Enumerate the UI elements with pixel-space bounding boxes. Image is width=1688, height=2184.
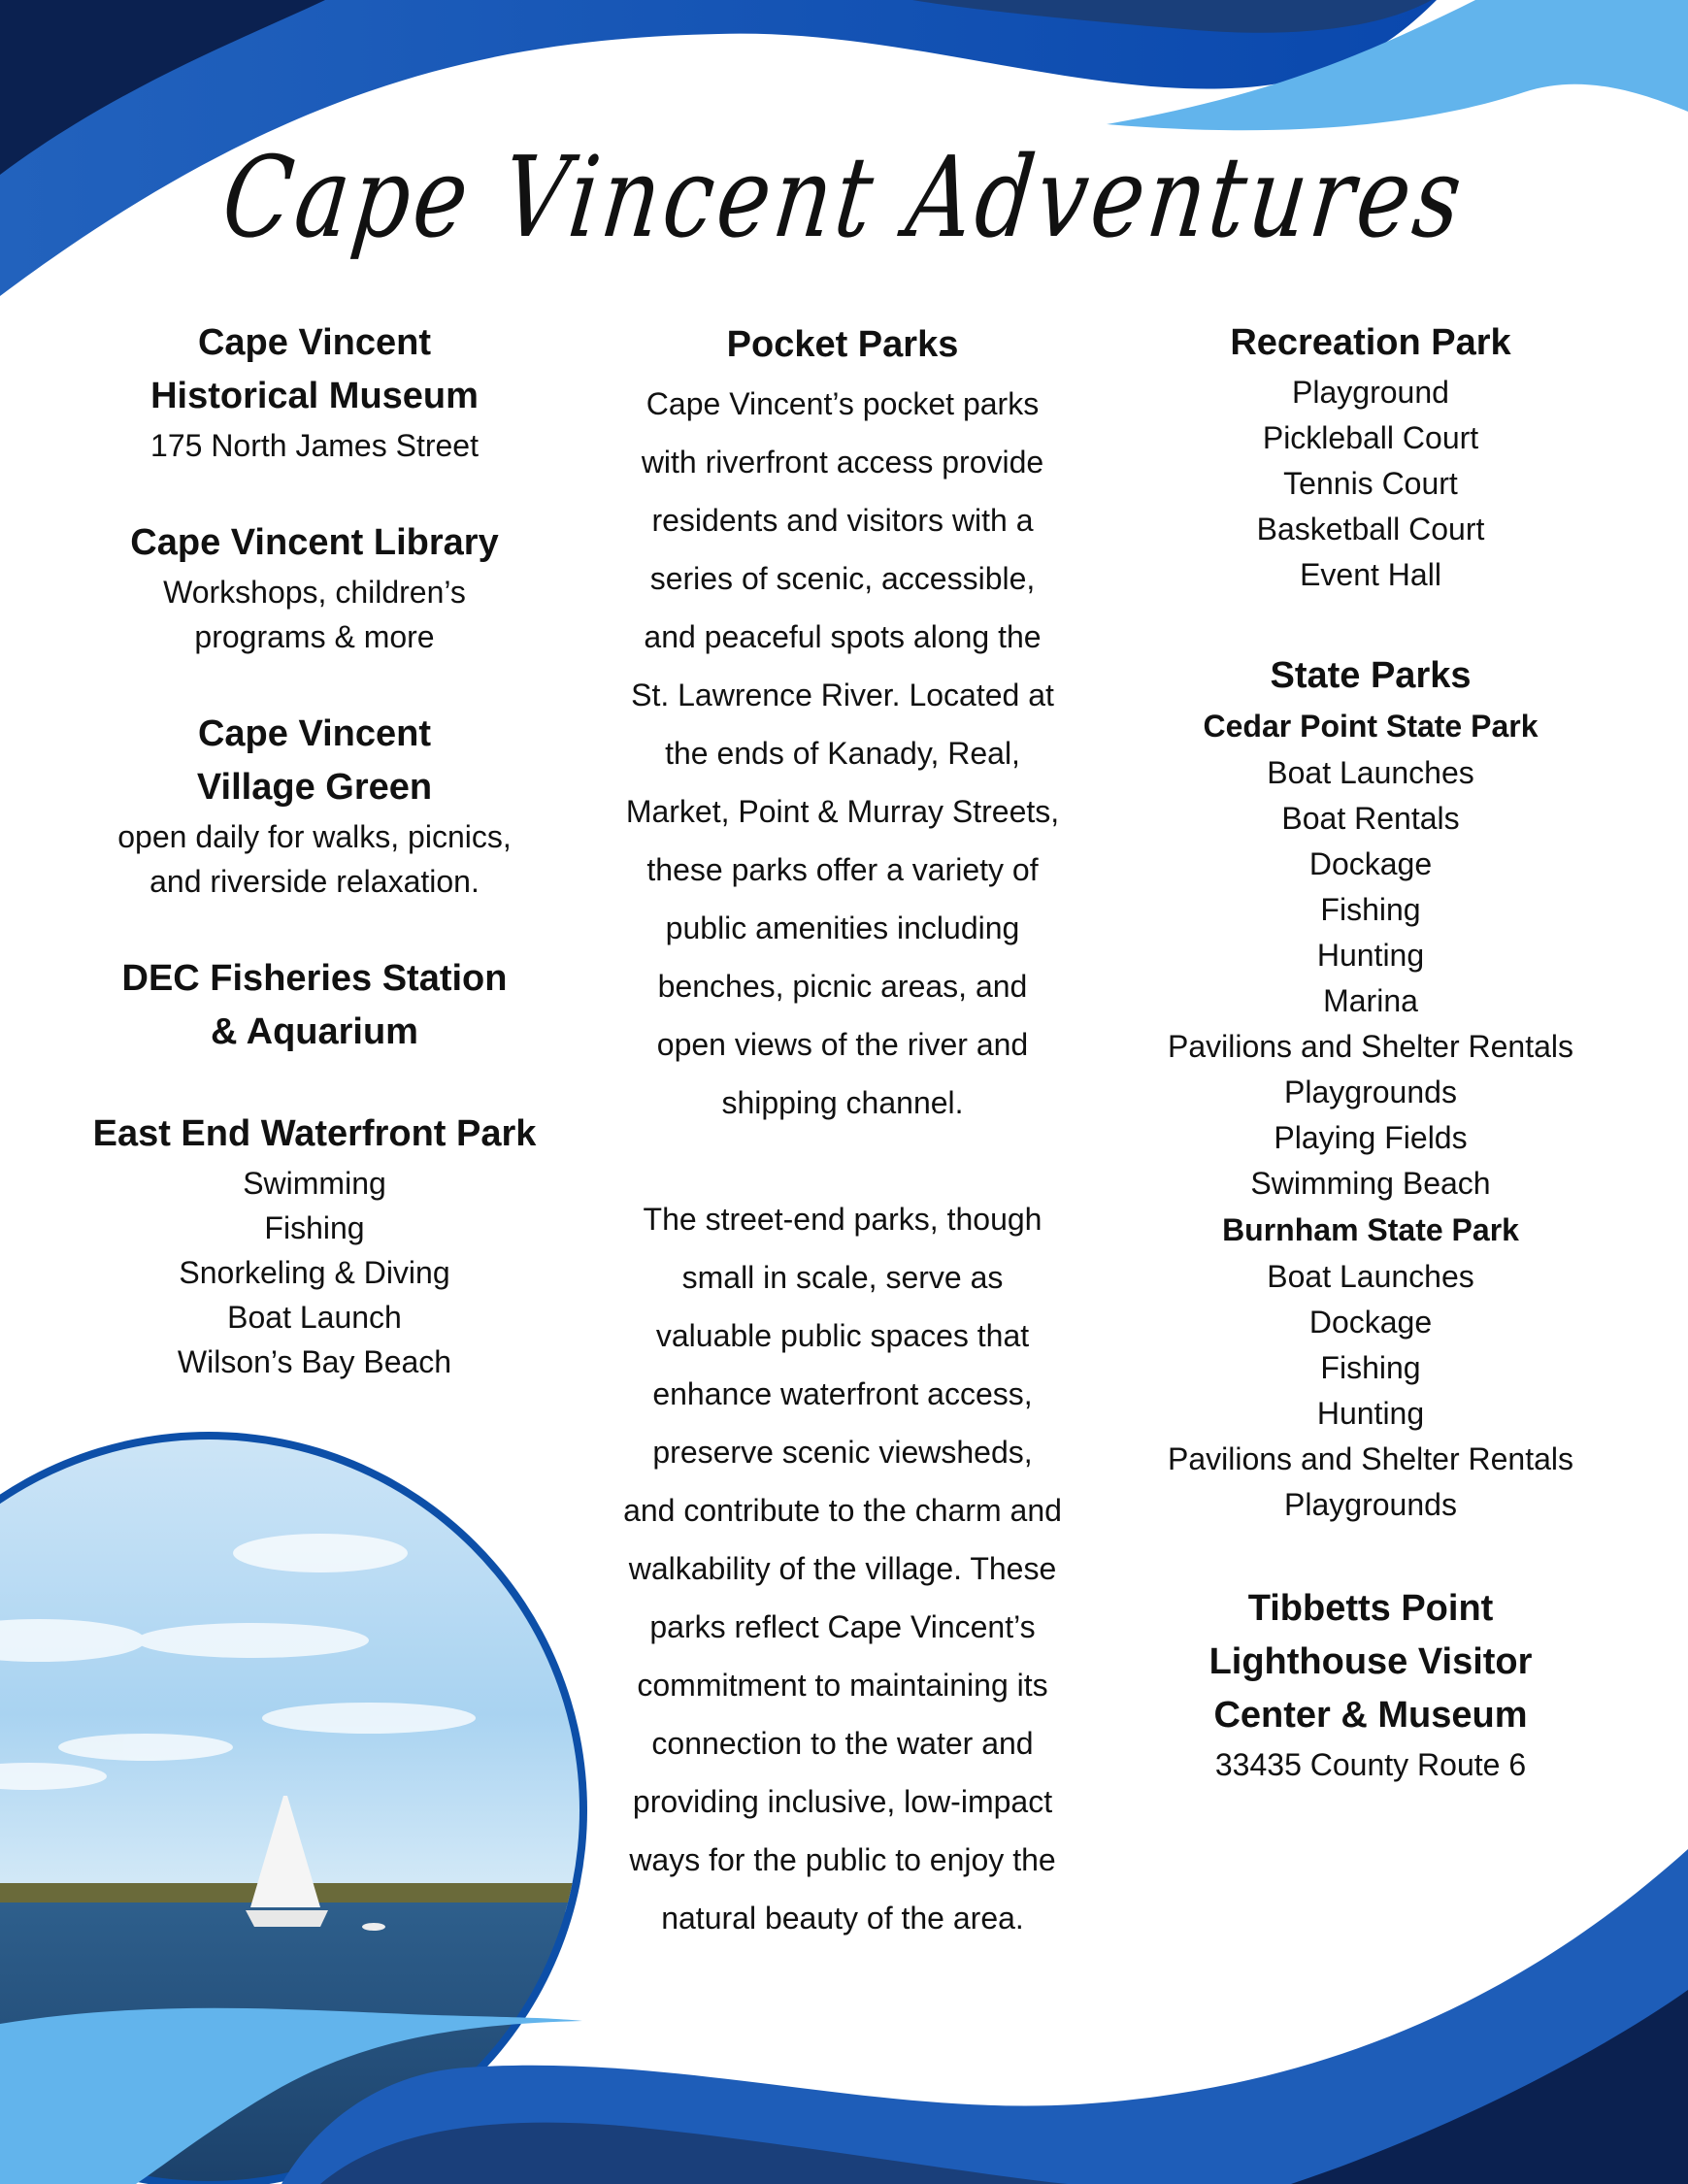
list-item: Marina bbox=[1323, 983, 1418, 1018]
list-item: Snorkeling & Diving bbox=[179, 1255, 450, 1290]
paragraph-line: public amenities including bbox=[665, 910, 1020, 945]
state-parks-section bbox=[1118, 649, 1623, 1528]
burnham-list bbox=[1118, 1254, 1623, 1528]
east-end-list bbox=[62, 1161, 567, 1384]
cedar-point-title: Cedar Point State Park bbox=[1203, 709, 1539, 744]
title-line: & Aquarium bbox=[211, 1011, 418, 1052]
title-line: Tibbetts Point bbox=[1247, 1588, 1494, 1629]
museum-section bbox=[62, 316, 567, 468]
library-section bbox=[62, 516, 567, 659]
paragraph-line: and peaceful spots along the bbox=[644, 619, 1042, 654]
burnham-title: Burnham State Park bbox=[1222, 1212, 1519, 1247]
village-green-section bbox=[62, 708, 567, 904]
title-line: Historical Museum bbox=[150, 376, 479, 416]
paragraph-line: Cape Vincent’s pocket parks bbox=[645, 386, 1040, 421]
list-item: Playing Fields bbox=[1274, 1120, 1468, 1155]
title-line: Lighthouse Visitor bbox=[1208, 1641, 1533, 1682]
museum-address: 175 North James Street bbox=[150, 428, 479, 463]
list-item: Pavilions and Shelter Rentals bbox=[1167, 1029, 1573, 1064]
paragraph-line: preserve scenic viewsheds, bbox=[652, 1435, 1033, 1470]
list-item: Dockage bbox=[1308, 846, 1433, 881]
paragraph-line: these parks offer a variety of bbox=[646, 852, 1039, 887]
paragraph-line: with riverfront access provide bbox=[641, 445, 1044, 480]
paragraph-line: providing inclusive, low-impact bbox=[632, 1784, 1053, 1819]
museum-title bbox=[62, 316, 567, 423]
list-item: Basketball Court bbox=[1256, 512, 1485, 546]
list-item: Boat Rentals bbox=[1281, 801, 1460, 836]
pocket-parks-paragraph-2 bbox=[590, 1190, 1095, 1947]
title-line: DEC Fisheries Station bbox=[121, 958, 508, 999]
list-item: Pavilions and Shelter Rentals bbox=[1167, 1441, 1573, 1476]
pocket-parks-paragraph-1 bbox=[590, 375, 1095, 1132]
pocket-parks-title: Pocket Parks bbox=[726, 324, 959, 365]
list-item: Swimming bbox=[243, 1166, 386, 1201]
paragraph-line: residents and visitors with a bbox=[651, 503, 1034, 538]
dec-title bbox=[62, 952, 567, 1059]
paragraph-line: St. Lawrence River. Located at bbox=[631, 678, 1054, 712]
paragraph-line: walkability of the village. These bbox=[628, 1551, 1057, 1586]
list-item: Wilson’s Bay Beach bbox=[177, 1344, 452, 1379]
middle-column bbox=[590, 316, 1095, 1947]
recreation-section bbox=[1118, 316, 1623, 598]
recreation-list bbox=[1118, 370, 1623, 598]
paragraph-line: series of scenic, accessible, bbox=[649, 561, 1036, 596]
dec-section bbox=[62, 952, 567, 1059]
tibbetts-title bbox=[1118, 1582, 1623, 1742]
title-line: Cape Vincent bbox=[197, 713, 432, 754]
east-end-title: East End Waterfront Park bbox=[92, 1113, 537, 1154]
list-item: Swimming Beach bbox=[1250, 1166, 1491, 1201]
paragraph-line: parks reflect Cape Vincent’s bbox=[649, 1609, 1036, 1644]
list-item: Dockage bbox=[1308, 1305, 1433, 1340]
paragraph-line: open views of the river and bbox=[656, 1027, 1029, 1062]
state-parks-title: State Parks bbox=[1270, 655, 1472, 696]
village-green-title bbox=[62, 708, 567, 814]
list-item: Fishing bbox=[1320, 892, 1421, 927]
paragraph-line: The street-end parks, though bbox=[643, 1202, 1043, 1237]
library-title: Cape Vincent Library bbox=[130, 522, 499, 563]
paragraph-line: natural beauty of the area. bbox=[661, 1901, 1024, 1936]
paragraph-line: valuable public spaces that bbox=[655, 1318, 1030, 1353]
paragraph-line: small in scale, serve as bbox=[681, 1260, 1004, 1295]
paragraph-line: Market, Point & Murray Streets, bbox=[625, 794, 1060, 829]
east-end-section bbox=[62, 1108, 567, 1384]
list-item: Tennis Court bbox=[1283, 466, 1458, 501]
list-item: Event Hall bbox=[1300, 557, 1441, 592]
list-item: Hunting bbox=[1316, 1396, 1425, 1431]
list-item: Playgrounds bbox=[1284, 1075, 1457, 1109]
paragraph-line: ways for the public to enjoy the bbox=[629, 1842, 1056, 1877]
list-item: Boat Launches bbox=[1267, 1259, 1474, 1294]
list-item: Boat Launches bbox=[1267, 755, 1474, 790]
list-item: Hunting bbox=[1316, 938, 1425, 973]
paragraph-line: connection to the water and bbox=[651, 1726, 1034, 1761]
paragraph-line: shipping channel. bbox=[721, 1085, 964, 1120]
list-item: Playgrounds bbox=[1284, 1487, 1457, 1522]
paragraph-line: commitment to maintaining its bbox=[637, 1668, 1048, 1703]
list-item: Fishing bbox=[264, 1210, 365, 1245]
list-item: Pickleball Court bbox=[1262, 420, 1479, 455]
page-title: Cape Vincent Adventures bbox=[216, 132, 1472, 263]
tibbetts-address: 33435 County Route 6 bbox=[1214, 1747, 1527, 1782]
desc-line: and riverside relaxation. bbox=[149, 864, 480, 899]
paragraph-line: enhance waterfront access, bbox=[652, 1376, 1033, 1411]
paragraph-line: benches, picnic areas, and bbox=[657, 969, 1028, 1004]
right-column bbox=[1118, 316, 1623, 1788]
title-line: Cape Vincent bbox=[197, 322, 432, 363]
list-item: Fishing bbox=[1320, 1350, 1421, 1385]
library-desc bbox=[62, 570, 567, 659]
desc-line: Workshops, children’s bbox=[163, 575, 466, 610]
recreation-title: Recreation Park bbox=[1230, 322, 1511, 363]
desc-line: open daily for walks, picnics, bbox=[117, 819, 512, 854]
title-line: Village Green bbox=[196, 767, 433, 808]
village-green-desc bbox=[62, 814, 567, 904]
title-line: Center & Museum bbox=[1213, 1695, 1528, 1736]
desc-line: programs & more bbox=[194, 619, 435, 654]
paragraph-line: and contribute to the charm and bbox=[623, 1493, 1062, 1528]
list-item: Boat Launch bbox=[227, 1300, 402, 1335]
list-item: Playground bbox=[1292, 375, 1449, 410]
tibbetts-section bbox=[1118, 1582, 1623, 1788]
left-column bbox=[62, 316, 567, 1384]
cedar-point-list bbox=[1118, 750, 1623, 1207]
paragraph-line: the ends of Kanady, Real, bbox=[665, 736, 1020, 771]
